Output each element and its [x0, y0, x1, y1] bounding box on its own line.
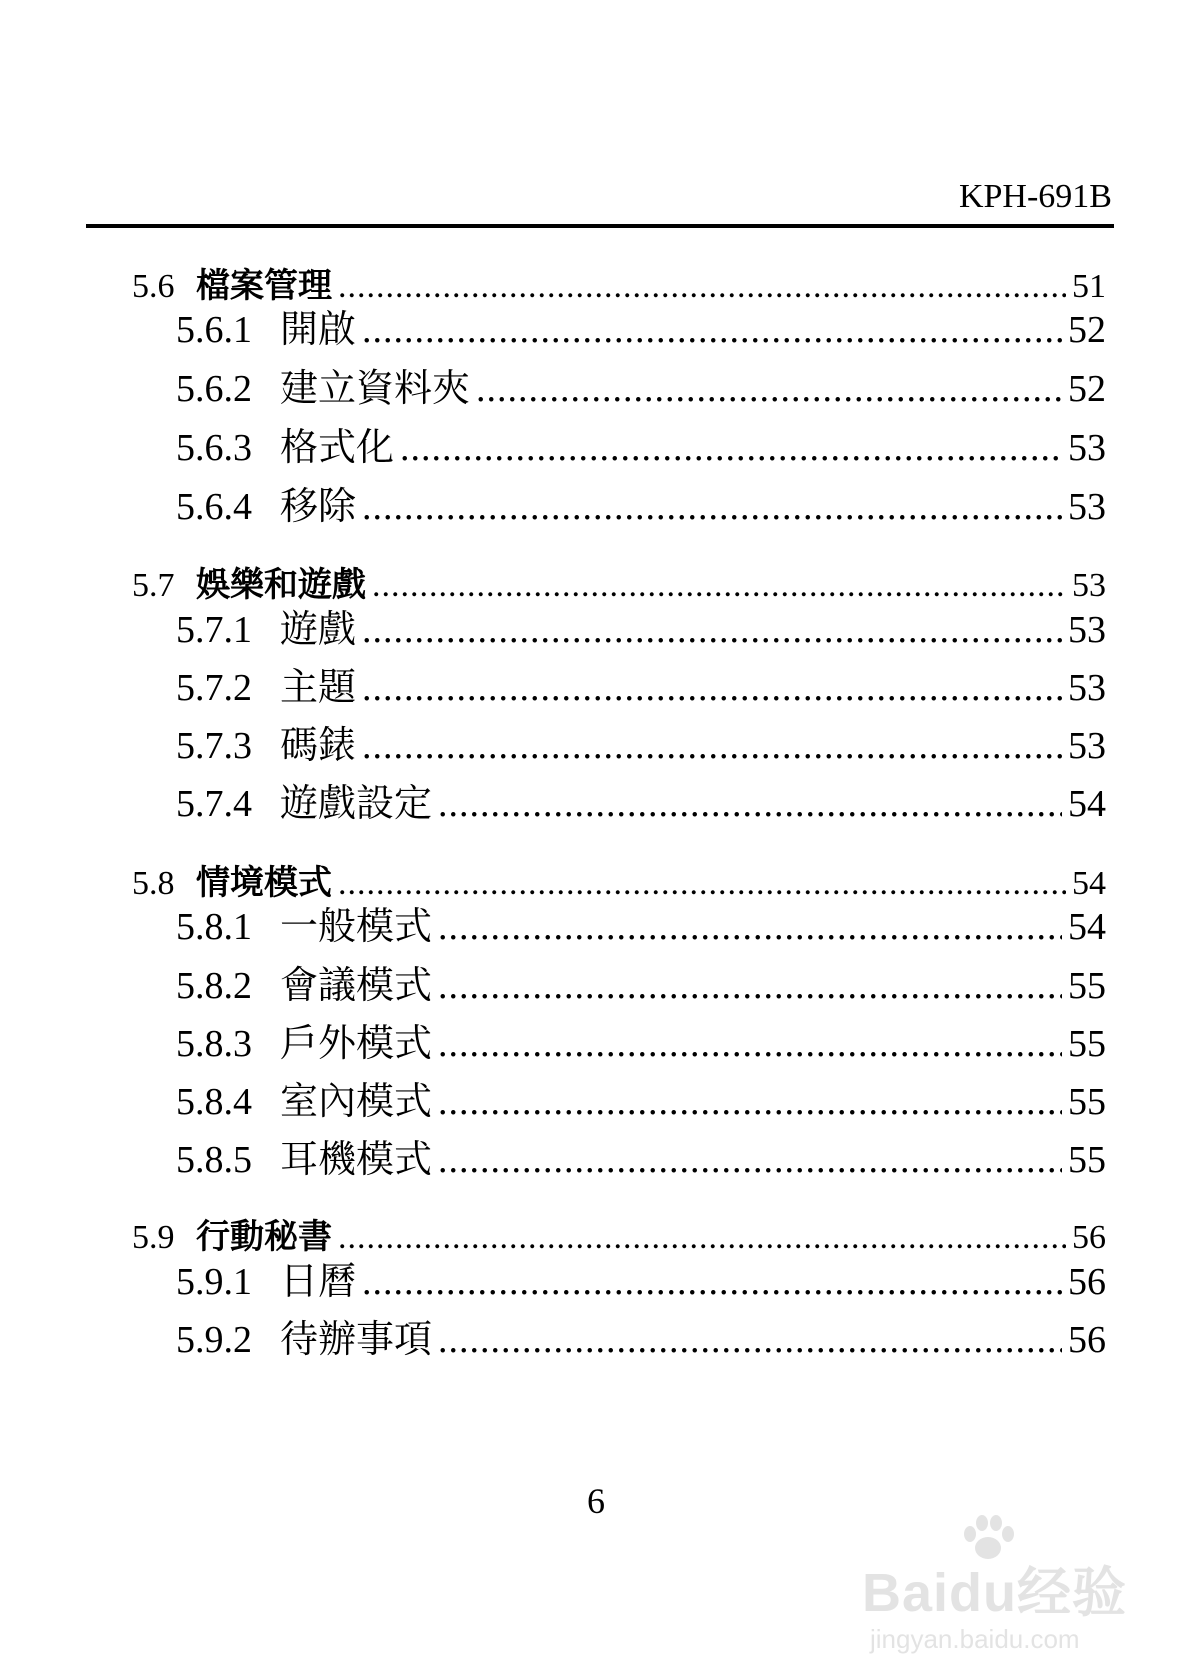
- toc-page: 55: [1068, 1023, 1106, 1065]
- toc-number: 5.8.2: [176, 965, 252, 1007]
- toc-number: 5.7.2: [176, 667, 252, 709]
- toc-subsection: [176, 772, 1106, 827]
- toc-page: 54: [1072, 865, 1106, 902]
- toc-page: 52: [1068, 309, 1106, 351]
- toc-page: 53: [1068, 609, 1106, 651]
- toc-leader: [362, 608, 1062, 652]
- toc-subsection: [176, 1250, 1106, 1305]
- toc-leader: [400, 426, 1062, 470]
- header-rule: [86, 224, 1114, 228]
- toc-leader: [362, 485, 1062, 529]
- toc-subsection: [176, 1070, 1106, 1125]
- toc-title: 建立資料夾: [280, 368, 471, 410]
- toc-title: 檔案管理: [196, 268, 332, 305]
- toc-subsection: [176, 1308, 1106, 1363]
- toc-title: 會議模式: [280, 965, 433, 1007]
- toc-title: 待辦事項: [280, 1319, 433, 1361]
- toc-title: 行動秘書: [196, 1219, 332, 1256]
- toc-page: 53: [1068, 486, 1106, 528]
- watermark-brand: Baidu经验: [862, 1563, 1128, 1623]
- toc-number: 5.8: [132, 865, 175, 902]
- toc-leader: [362, 666, 1062, 710]
- toc-title: 主題: [280, 667, 357, 709]
- toc-number: 5.6: [132, 268, 175, 305]
- toc-page: 53: [1072, 567, 1106, 604]
- toc-title: 遊戲設定: [280, 783, 433, 825]
- toc-title: 娛樂和遊戲: [196, 567, 366, 604]
- watermark-url: jingyan.baidu.com: [870, 1624, 1080, 1654]
- toc-page: 55: [1068, 1081, 1106, 1123]
- toc-page: 51: [1072, 268, 1106, 305]
- page-number: 6: [587, 1481, 605, 1521]
- toc-number: 5.8.1: [176, 906, 252, 948]
- toc-number: 5.8.4: [176, 1081, 252, 1123]
- toc-leader: [438, 1080, 1062, 1124]
- toc-subsection: [176, 475, 1106, 530]
- toc-number: 5.6.1: [176, 309, 252, 351]
- toc-title: 戶外模式: [280, 1023, 433, 1065]
- toc-page: 52: [1068, 368, 1106, 410]
- toc-number: 5.8.3: [176, 1023, 252, 1065]
- toc-subsection: [176, 598, 1106, 653]
- toc-leader: [438, 905, 1062, 949]
- toc-page: 53: [1068, 427, 1106, 469]
- toc-title: 耳機模式: [280, 1139, 433, 1181]
- toc-subsection: [176, 954, 1106, 1009]
- toc-subsection: [176, 357, 1106, 412]
- toc-title: 情境模式: [196, 865, 332, 902]
- document-model-header: KPH-691B: [958, 178, 1112, 215]
- toc-page: 56: [1068, 1319, 1106, 1361]
- toc-page: 54: [1068, 783, 1106, 825]
- toc-subsection: [176, 298, 1106, 353]
- toc-title: 遊戲: [280, 609, 357, 651]
- toc-page: 56: [1072, 1219, 1106, 1256]
- toc-leader: [362, 1260, 1062, 1304]
- toc-number: 5.9.2: [176, 1319, 252, 1361]
- toc-number: 5.7.1: [176, 609, 252, 651]
- toc-page: 55: [1068, 1139, 1106, 1181]
- toc-page: 53: [1068, 725, 1106, 767]
- toc-page: 53: [1068, 667, 1106, 709]
- toc-title: 日曆: [280, 1261, 357, 1303]
- toc-leader: [362, 724, 1062, 768]
- toc-number: 5.7.4: [176, 783, 252, 825]
- toc-leader: [438, 1138, 1062, 1182]
- toc-leader: [438, 782, 1062, 826]
- toc-title: 一般模式: [280, 906, 433, 948]
- toc-subsection: [176, 656, 1106, 711]
- toc-number: 5.7.3: [176, 725, 252, 767]
- toc-number: 5.9: [132, 1219, 175, 1256]
- toc-leader: [362, 308, 1062, 352]
- toc-title: 格式化: [280, 427, 395, 469]
- toc-leader: [438, 1022, 1062, 1066]
- toc-number: 5.6.3: [176, 427, 252, 469]
- toc-number: 5.6.2: [176, 368, 252, 410]
- toc-number: 5.7: [132, 567, 175, 604]
- toc-subsection: [176, 1012, 1106, 1067]
- toc-subsection: [176, 416, 1106, 471]
- baidu-watermark: [862, 1520, 1152, 1670]
- toc-page: 56: [1068, 1261, 1106, 1303]
- toc-number: 5.6.4: [176, 486, 252, 528]
- toc-subsection: [176, 895, 1106, 950]
- toc-page: 54: [1068, 906, 1106, 948]
- toc-leader: [438, 964, 1062, 1008]
- toc-subsection: [176, 714, 1106, 769]
- toc-title: 開啟: [280, 309, 357, 351]
- toc-title: 碼錶: [280, 725, 357, 767]
- toc-title: 移除: [280, 486, 357, 528]
- toc-leader: [476, 367, 1062, 411]
- toc-subsection: [176, 1128, 1106, 1183]
- toc-page: 55: [1068, 965, 1106, 1007]
- toc-leader: [438, 1318, 1062, 1362]
- toc-number: 5.9.1: [176, 1261, 252, 1303]
- toc-title: 室內模式: [280, 1081, 433, 1123]
- toc-number: 5.8.5: [176, 1139, 252, 1181]
